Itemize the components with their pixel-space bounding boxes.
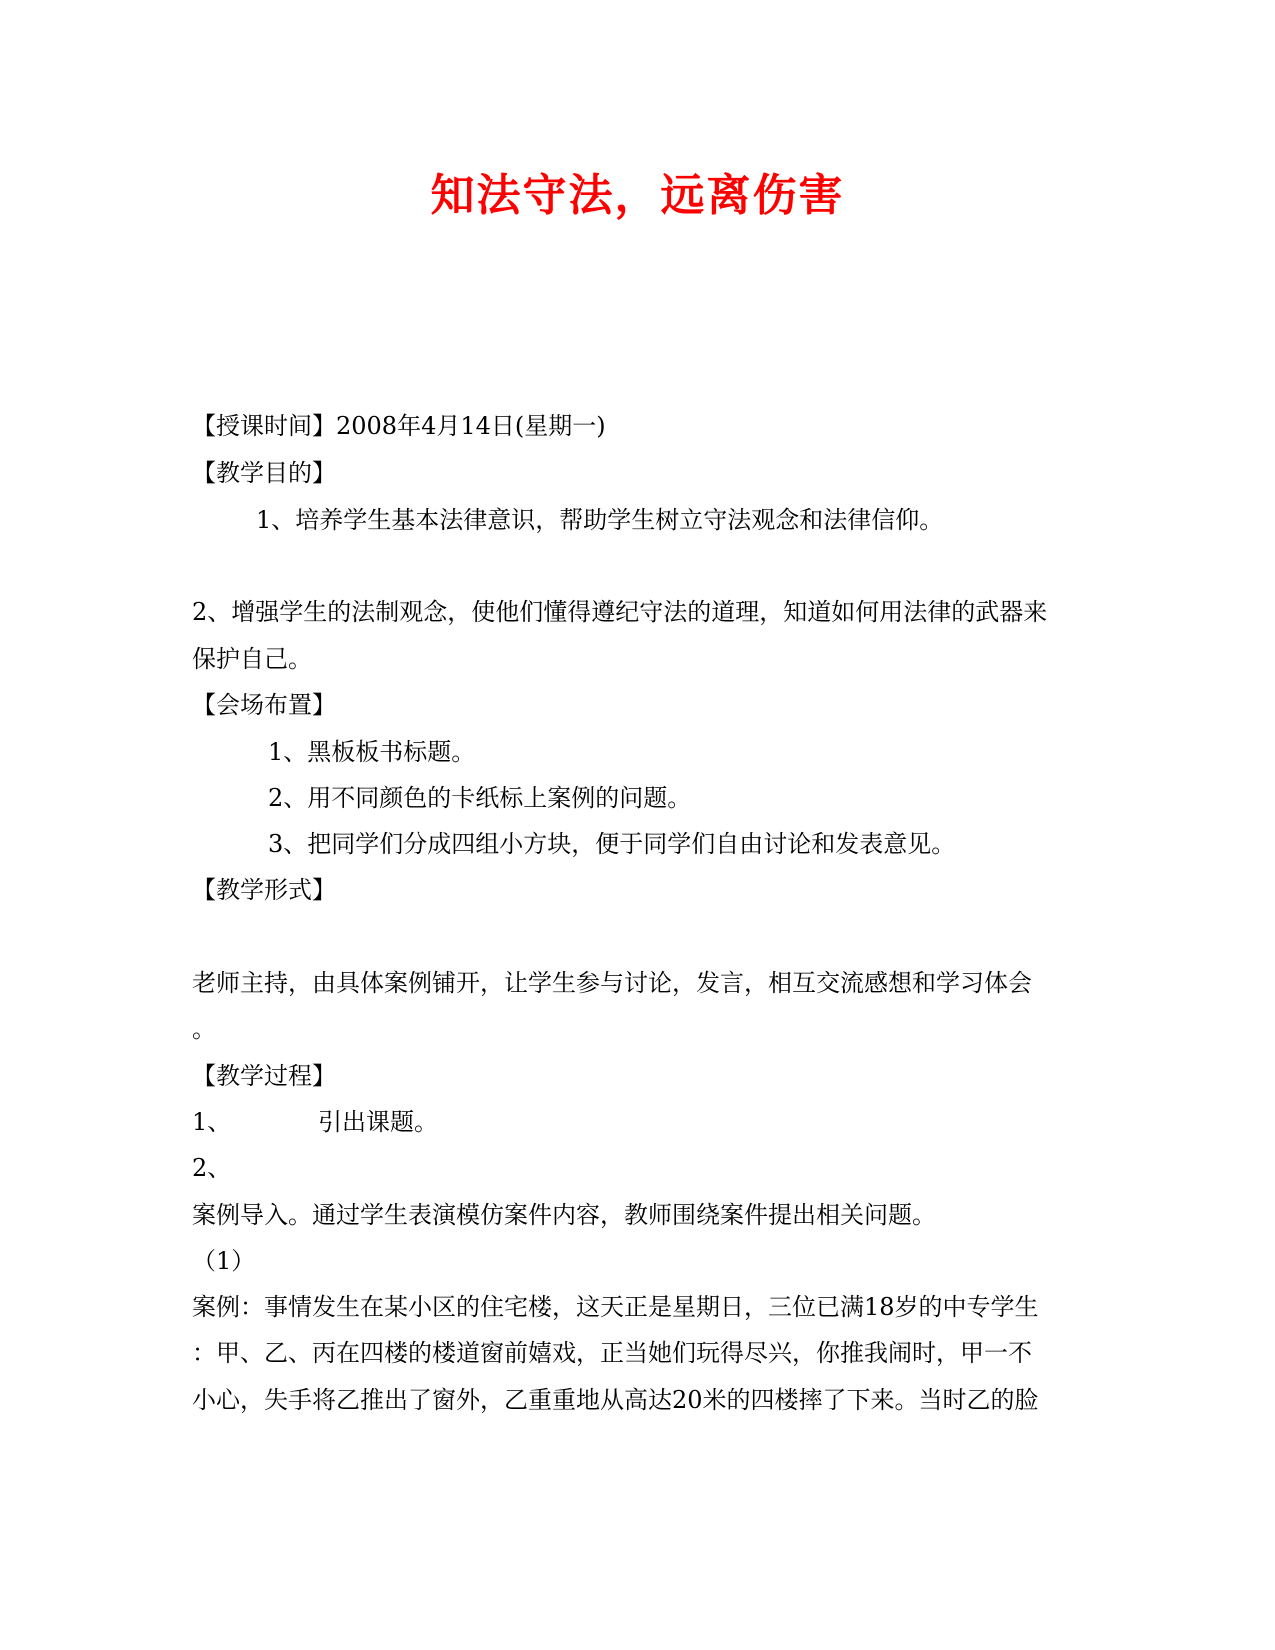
process-heading: 【教学过程】 bbox=[192, 1062, 336, 1090]
case-1-line-3: 小心，失手将乙推出了窗外，乙重重地从高达20米的四楼摔了下来。当时乙的脸 bbox=[192, 1386, 1039, 1414]
process-item-1-text: 引出课题。 bbox=[318, 1108, 438, 1136]
case-1-number: （1） bbox=[192, 1247, 256, 1275]
goal-item-2-line-1: 2、增强学生的法制观念，使他们懂得遵纪守法的道理，知道如何用法律的武器来 bbox=[192, 598, 1048, 626]
process-item-1-number: 1、 bbox=[192, 1108, 232, 1136]
case-1-line-1: 案例：事情发生在某小区的住宅楼，这天正是星期日，三位已满18岁的中专学生 bbox=[192, 1293, 1039, 1321]
venue-heading: 【会场布置】 bbox=[192, 691, 336, 719]
goal-item-1: 1、培养学生基本法律意识，帮助学生树立守法观念和法律信仰。 bbox=[256, 506, 944, 534]
goal-heading: 【教学目的】 bbox=[192, 459, 336, 487]
form-text-line-1: 老师主持，由具体案例铺开，让学生参与讨论，发言，相互交流感想和学习体会 bbox=[192, 969, 1032, 997]
venue-item-1: 1、黑板板书标题。 bbox=[268, 738, 476, 766]
case-1-line-2: ：甲、乙、丙在四楼的楼道窗前嬉戏，正当她们玩得尽兴，你推我闹时，甲一不 bbox=[192, 1339, 1032, 1367]
process-item-2-text: 案例导入。通过学生表演模仿案件内容，教师围绕案件提出相关问题。 bbox=[192, 1201, 936, 1229]
process-item-2-number: 2、 bbox=[192, 1154, 232, 1182]
goal-item-2-line-2: 保护自己。 bbox=[192, 645, 312, 673]
document-title: 知法守法，远离伤害 bbox=[430, 170, 845, 221]
form-heading: 【教学形式】 bbox=[192, 876, 336, 904]
form-text-line-2: 。 bbox=[192, 1015, 216, 1043]
venue-item-2: 2、用不同颜色的卡纸标上案例的问题。 bbox=[268, 784, 692, 812]
lesson-time: 【授课时间】2008年4月14日(星期一) bbox=[192, 412, 606, 440]
venue-item-3: 3、把同学们分成四组小方块，便于同学们自由讨论和发表意见。 bbox=[268, 830, 956, 858]
